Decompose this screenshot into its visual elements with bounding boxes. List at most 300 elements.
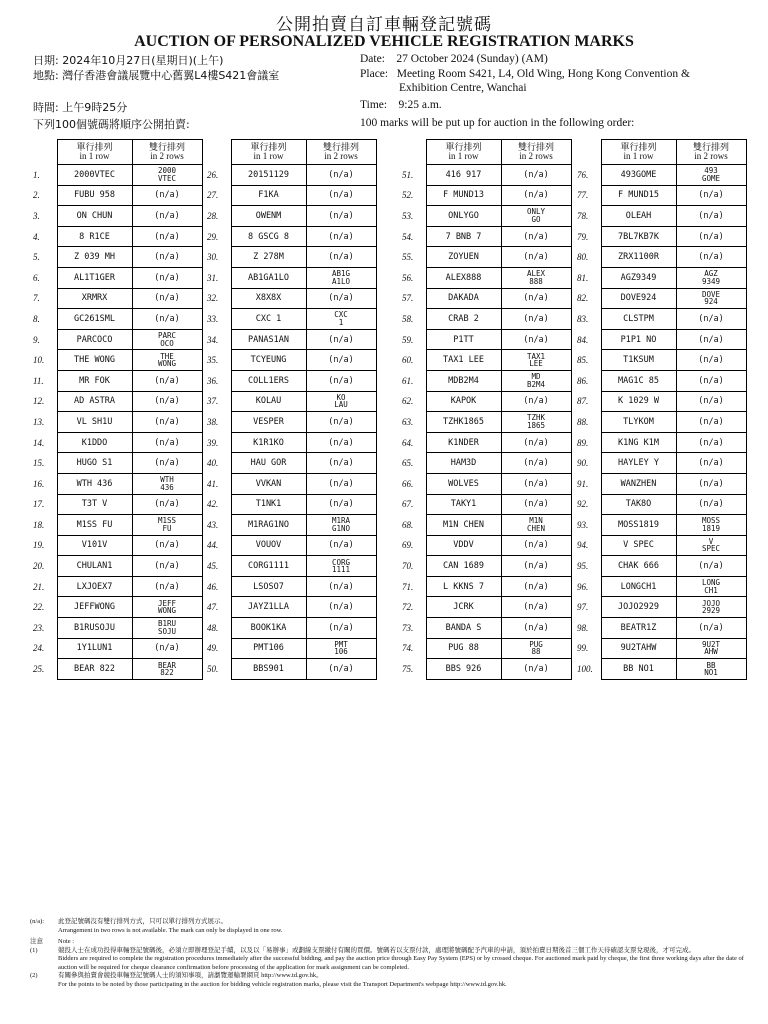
table-row: [577, 309, 746, 330]
mark-two-rows: (n/a): [132, 206, 202, 227]
mark-number: 2.: [33, 190, 40, 201]
note-2-tag: (2): [30, 972, 38, 979]
table-row: [577, 618, 746, 639]
table-row: [207, 576, 376, 597]
table-row: [577, 391, 746, 412]
table-row: [33, 432, 202, 453]
mark-two-rows: CXC 1: [306, 309, 376, 330]
mark-one-row: X8X8X: [231, 288, 306, 309]
mark-number: 73.: [402, 622, 414, 633]
mark-two-rows: (n/a): [306, 412, 376, 433]
note-2-chinese: 有關參與拍賣會競投車輛登記號碼人士的須知事項，請瀏覽運輸署網頁 http://www.td.gov.hk。: [58, 972, 323, 979]
date-chinese: 日期: 2024年10月27日(星期日)(上午): [33, 54, 224, 67]
mark-number: 11.: [33, 375, 44, 386]
header-two-rows: 雙行排列 in 2 rows: [501, 140, 571, 165]
table-row: [402, 618, 571, 639]
mark-two-rows: PMT 106: [306, 638, 376, 659]
header-one-row: 單行排列 in 1 row: [57, 140, 132, 165]
mark-number: 60.: [402, 355, 414, 366]
mark-number: 56.: [402, 272, 414, 283]
mark-two-rows: (n/a): [501, 556, 571, 577]
mark-two-rows: (n/a): [676, 453, 746, 474]
mark-one-row: CRAB 2: [426, 309, 501, 330]
table-row: [33, 350, 202, 371]
table-row: [577, 288, 746, 309]
page-title-english: AUCTION OF PERSONALIZED VEHICLE REGISTRATION MARKS: [134, 33, 634, 50]
mark-number: 44.: [207, 540, 219, 551]
mark-one-row: KOLAU: [231, 391, 306, 412]
mark-number: 84.: [577, 334, 589, 345]
mark-one-row: VDDV: [426, 535, 501, 556]
mark-number: 26.: [207, 169, 219, 180]
mark-two-rows: (n/a): [306, 618, 376, 639]
mark-two-rows: (n/a): [676, 556, 746, 577]
mark-one-row: LXJOEX7: [57, 576, 132, 597]
mark-number: 34.: [207, 334, 219, 345]
mark-two-rows: BEAR 822: [132, 659, 202, 680]
table-row: [207, 185, 376, 206]
mark-one-row: MR FOK: [57, 370, 132, 391]
mark-one-row: FUBU 958: [57, 185, 132, 206]
table-row: [33, 370, 202, 391]
table-row: [402, 659, 571, 680]
mark-one-row: K 1029 W: [601, 391, 676, 412]
mark-two-rows: (n/a): [501, 453, 571, 474]
mark-two-rows: (n/a): [132, 391, 202, 412]
mark-number: 72.: [402, 602, 414, 613]
mark-number: 48.: [207, 622, 219, 633]
mark-one-row: 2000VTEC: [57, 165, 132, 186]
mark-two-rows: (n/a): [501, 288, 571, 309]
table-row: [33, 185, 202, 206]
table-row: [577, 329, 746, 350]
mark-one-row: BBS 926: [426, 659, 501, 680]
table-row: [33, 494, 202, 515]
mark-two-rows: (n/a): [501, 535, 571, 556]
mark-number: 24.: [33, 643, 45, 654]
mark-number: 75.: [402, 664, 414, 675]
table-row: [33, 329, 202, 350]
mark-two-rows: (n/a): [306, 185, 376, 206]
mark-two-rows: (n/a): [676, 350, 746, 371]
table-row: [207, 556, 376, 577]
marks-table-2: [207, 139, 377, 680]
mark-two-rows: (n/a): [132, 412, 202, 433]
table-row: [577, 412, 746, 433]
header-one-row: 單行排列 in 1 row: [231, 140, 306, 165]
table-row: [577, 370, 746, 391]
mark-two-rows: (n/a): [306, 165, 376, 186]
mark-number: 3.: [33, 210, 40, 221]
table-row: [577, 576, 746, 597]
table-row: [402, 165, 571, 186]
mark-number: 15.: [33, 458, 45, 469]
mark-number: 43.: [207, 519, 219, 530]
table-row: [207, 267, 376, 288]
mark-two-rows: ONLY GO: [501, 206, 571, 227]
table-row: [577, 638, 746, 659]
mark-number: 83.: [577, 313, 589, 324]
mark-two-rows: 9U2T AHW: [676, 638, 746, 659]
mark-one-row: CXC 1: [231, 309, 306, 330]
na-tag: (n/a):: [30, 918, 45, 925]
mark-number: 93.: [577, 519, 589, 530]
mark-two-rows: JEFF WONG: [132, 597, 202, 618]
mark-two-rows: V SPEC: [676, 535, 746, 556]
mark-one-row: VVKAN: [231, 473, 306, 494]
mark-two-rows: AGZ 9349: [676, 267, 746, 288]
mark-number: 52.: [402, 190, 414, 201]
table-row: [207, 412, 376, 433]
mark-one-row: OWENM: [231, 206, 306, 227]
mark-number: 76.: [577, 169, 589, 180]
mark-two-rows: PUG 88: [501, 638, 571, 659]
mark-two-rows: (n/a): [132, 370, 202, 391]
mark-number: 28.: [207, 210, 219, 221]
mark-one-row: 9U2TAHW: [601, 638, 676, 659]
table-row: [207, 165, 376, 186]
mark-number: 96.: [577, 581, 589, 592]
mark-number: 100.: [577, 664, 593, 675]
mark-one-row: ALEX888: [426, 267, 501, 288]
mark-two-rows: (n/a): [676, 185, 746, 206]
table-row: [207, 494, 376, 515]
mark-two-rows: (n/a): [501, 309, 571, 330]
mark-two-rows: (n/a): [676, 247, 746, 268]
mark-one-row: GC261SML: [57, 309, 132, 330]
table-row: [207, 391, 376, 412]
mark-number: 8.: [33, 313, 40, 324]
table-row: [402, 576, 571, 597]
mark-one-row: ON CHUN: [57, 206, 132, 227]
mark-two-rows: (n/a): [676, 432, 746, 453]
mark-two-rows: TAX1 LEE: [501, 350, 571, 371]
table-row: [402, 638, 571, 659]
mark-two-rows: (n/a): [132, 535, 202, 556]
mark-one-row: VESPER: [231, 412, 306, 433]
mark-two-rows: JOJO 2929: [676, 597, 746, 618]
mark-number: 74.: [402, 643, 414, 654]
marks-table-4: [577, 139, 747, 680]
table-row: [577, 597, 746, 618]
table-row: [402, 370, 571, 391]
mark-one-row: BBS901: [231, 659, 306, 680]
table-row: [33, 638, 202, 659]
table-row: [207, 226, 376, 247]
table-row: [577, 473, 746, 494]
mark-one-row: TLYKOM: [601, 412, 676, 433]
table-row: [207, 432, 376, 453]
table-row: [33, 576, 202, 597]
mark-one-row: HUGO S1: [57, 453, 132, 474]
mark-one-row: ZOYUEN: [426, 247, 501, 268]
mark-number: 79.: [577, 231, 589, 242]
mark-one-row: Z 039 MH: [57, 247, 132, 268]
mark-one-row: THE WONG: [57, 350, 132, 371]
mark-one-row: M1RAG1NO: [231, 515, 306, 536]
mark-two-rows: (n/a): [132, 576, 202, 597]
mark-one-row: WOLVES: [426, 473, 501, 494]
mark-number: 69.: [402, 540, 414, 551]
mark-one-row: MDB2M4: [426, 370, 501, 391]
mark-one-row: PARCOCO: [57, 329, 132, 350]
table-row: [402, 515, 571, 536]
mark-one-row: M1N CHEN: [426, 515, 501, 536]
mark-number: 30.: [207, 252, 219, 263]
mark-one-row: ZRX1100R: [601, 247, 676, 268]
mark-one-row: 1Y1LUN1: [57, 638, 132, 659]
mark-two-rows: (n/a): [501, 432, 571, 453]
mark-two-rows: TZHK 1865: [501, 412, 571, 433]
table-row: [577, 494, 746, 515]
mark-one-row: 8 R1CE: [57, 226, 132, 247]
mark-two-rows: (n/a): [501, 597, 571, 618]
table-row: [402, 288, 571, 309]
mark-one-row: VOUOV: [231, 535, 306, 556]
mark-number: 66.: [402, 478, 414, 489]
mark-number: 10.: [33, 355, 45, 366]
mark-one-row: AB1GA1LO: [231, 267, 306, 288]
mark-two-rows: BB NO1: [676, 659, 746, 680]
table-row: [33, 453, 202, 474]
mark-number: 80.: [577, 252, 589, 263]
table-row: [207, 597, 376, 618]
mark-number: 6.: [33, 272, 40, 283]
table-row: [33, 288, 202, 309]
mark-two-rows: (n/a): [676, 494, 746, 515]
mark-two-rows: (n/a): [306, 370, 376, 391]
mark-number: 59.: [402, 334, 414, 345]
mark-two-rows: CORG 1111: [306, 556, 376, 577]
mark-two-rows: (n/a): [132, 309, 202, 330]
mark-one-row: LSOSO7: [231, 576, 306, 597]
mark-one-row: HAU GOR: [231, 453, 306, 474]
na-note-chinese: 此登記號碼沒有雙行排列方式，只可以單行排列方式展示。: [58, 918, 227, 925]
mark-one-row: B1RUSOJU: [57, 618, 132, 639]
mark-number: 99.: [577, 643, 589, 654]
mark-one-row: BANDA S: [426, 618, 501, 639]
mark-two-rows: ALEX 888: [501, 267, 571, 288]
mark-two-rows: WTH 436: [132, 473, 202, 494]
na-note-english: Arrangement in two rows is not available. The mark can only be displayed in one row.: [58, 926, 283, 934]
table-row: [33, 309, 202, 330]
mark-one-row: DAKADA: [426, 288, 501, 309]
mark-two-rows: (n/a): [306, 473, 376, 494]
table-row: [207, 288, 376, 309]
table-row: [402, 350, 571, 371]
mark-two-rows: (n/a): [132, 185, 202, 206]
mark-number: 42.: [207, 499, 219, 510]
mark-one-row: PANAS1AN: [231, 329, 306, 350]
mark-number: 37.: [207, 396, 219, 407]
table-row: [402, 535, 571, 556]
mark-two-rows: DOVE 924: [676, 288, 746, 309]
mark-number: 50.: [207, 664, 219, 675]
table-row: [577, 515, 746, 536]
mark-number: 88.: [577, 416, 589, 427]
mark-one-row: HAM3D: [426, 453, 501, 474]
table-row: [402, 185, 571, 206]
table-row: [207, 350, 376, 371]
mark-one-row: MAG1C 85: [601, 370, 676, 391]
mark-one-row: 7 BNB 7: [426, 226, 501, 247]
mark-one-row: WTH 436: [57, 473, 132, 494]
mark-number: 94.: [577, 540, 589, 551]
mark-one-row: HAYLEY Y: [601, 453, 676, 474]
mark-two-rows: (n/a): [676, 206, 746, 227]
mark-number: 55.: [402, 252, 414, 263]
mark-two-rows: (n/a): [132, 247, 202, 268]
mark-one-row: AGZ9349: [601, 267, 676, 288]
header-one-row: 單行排列 in 1 row: [601, 140, 676, 165]
mark-one-row: CAN 1689: [426, 556, 501, 577]
mark-two-rows: (n/a): [501, 576, 571, 597]
table-row: [207, 473, 376, 494]
mark-one-row: BOOK1KA: [231, 618, 306, 639]
mark-one-row: TAX1 LEE: [426, 350, 501, 371]
mark-number: 20.: [33, 561, 45, 572]
mark-two-rows: (n/a): [676, 226, 746, 247]
table-row: [33, 247, 202, 268]
table-row: [577, 350, 746, 371]
table-row: [402, 597, 571, 618]
table-row: [33, 267, 202, 288]
mark-two-rows: (n/a): [132, 432, 202, 453]
table-row: [207, 515, 376, 536]
mark-two-rows: (n/a): [501, 247, 571, 268]
mark-one-row: BEAR 822: [57, 659, 132, 680]
mark-one-row: VL SH1U: [57, 412, 132, 433]
mark-one-row: JCRK: [426, 597, 501, 618]
mark-two-rows: M1N CHEN: [501, 515, 571, 536]
table-row: [402, 432, 571, 453]
mark-number: 35.: [207, 355, 219, 366]
table-row: [402, 473, 571, 494]
marks-table-3: [402, 139, 572, 680]
table-row: [33, 206, 202, 227]
mark-two-rows: (n/a): [306, 432, 376, 453]
mark-number: 22.: [33, 602, 45, 613]
mark-two-rows: B1RU SOJU: [132, 618, 202, 639]
mark-number: 46.: [207, 581, 219, 592]
note-label-english: Note :: [58, 938, 75, 945]
mark-two-rows: (n/a): [306, 659, 376, 680]
mark-one-row: 8 GSCG 8: [231, 226, 306, 247]
mark-one-row: 7BL7KB7K: [601, 226, 676, 247]
mark-number: 23.: [33, 622, 45, 633]
mark-one-row: BEATR1Z: [601, 618, 676, 639]
table-row: [33, 515, 202, 536]
table-row: [577, 165, 746, 186]
mark-number: 7.: [33, 293, 40, 304]
mark-number: 17.: [33, 499, 45, 510]
mark-number: 12.: [33, 396, 45, 407]
mark-number: 27.: [207, 190, 219, 201]
note-1-english: Bidders are required to complete the registration procedures immediately after the successful bidding, and pay the auction price through Easy Pay System (EPS) or by crossed cheque. For auctioned mark paid by cheque, the first three working days after the date of auction will be required for cheque clearance confirmation before processing of the application for mark assignment can be completed.: [58, 955, 744, 971]
mark-two-rows: (n/a): [132, 638, 202, 659]
mark-one-row: V SPEC: [601, 535, 676, 556]
mark-two-rows: (n/a): [676, 412, 746, 433]
table-row: [402, 494, 571, 515]
mark-two-rows: AB1G A1LO: [306, 267, 376, 288]
mark-number: 18.: [33, 519, 45, 530]
table-row: [33, 597, 202, 618]
mark-two-rows: (n/a): [501, 329, 571, 350]
mark-one-row: BB NO1: [601, 659, 676, 680]
mark-number: 39.: [207, 437, 219, 448]
mark-number: 49.: [207, 643, 219, 654]
mark-number: 4.: [33, 231, 40, 242]
mark-one-row: K1NG K1M: [601, 432, 676, 453]
header-two-rows: 雙行排列 in 2 rows: [132, 140, 202, 165]
table-row: [207, 638, 376, 659]
mark-one-row: KAPOK: [426, 391, 501, 412]
mark-one-row: T3T V: [57, 494, 132, 515]
mark-number: 53.: [402, 210, 414, 221]
mark-one-row: TAKY1: [426, 494, 501, 515]
mark-two-rows: (n/a): [501, 185, 571, 206]
mark-one-row: TZHK1865: [426, 412, 501, 433]
intro-chinese: 下列100個號碼將順序公開拍賣:: [33, 118, 190, 131]
mark-two-rows: (n/a): [132, 453, 202, 474]
mark-two-rows: (n/a): [306, 597, 376, 618]
table-row: [33, 412, 202, 433]
table-row: [577, 267, 746, 288]
table-row: [207, 309, 376, 330]
mark-two-rows: (n/a): [501, 494, 571, 515]
note-2-english: For the points to be noted by those participating in the auction for bidding vehicle registration marks, please visit the Transport Department's webpage http://www.td.gov.hk.: [58, 980, 507, 988]
mark-number: 92.: [577, 499, 589, 510]
mark-number: 67.: [402, 499, 414, 510]
mark-number: 58.: [402, 313, 414, 324]
table-row: [33, 226, 202, 247]
table-row: [577, 556, 746, 577]
table-row: [577, 185, 746, 206]
table-row: [577, 226, 746, 247]
table-row: [402, 247, 571, 268]
mark-two-rows: (n/a): [676, 370, 746, 391]
mark-number: 61.: [402, 375, 414, 386]
mark-one-row: AD ASTRA: [57, 391, 132, 412]
mark-one-row: DOVE924: [601, 288, 676, 309]
table-row: [402, 412, 571, 433]
table-row: [33, 165, 202, 186]
mark-number: 87.: [577, 396, 589, 407]
mark-number: 13.: [33, 416, 45, 427]
mark-one-row: XRMRX: [57, 288, 132, 309]
mark-one-row: P1TT: [426, 329, 501, 350]
notes-section: [30, 918, 750, 989]
mark-one-row: TCYEUNG: [231, 350, 306, 371]
place-english: Place: Meeting Room S421, L4, Old Wing, Hong Kong Convention &: [360, 68, 690, 80]
mark-two-rows: PARC OCO: [132, 329, 202, 350]
mark-one-row: CLSTPM: [601, 309, 676, 330]
place-english-line2: Exhibition Centre, Wanchai: [399, 82, 527, 94]
mark-number: 45.: [207, 561, 219, 572]
mark-one-row: K1NDER: [426, 432, 501, 453]
mark-number: 82.: [577, 293, 589, 304]
mark-number: 29.: [207, 231, 219, 242]
mark-number: 31.: [207, 272, 219, 283]
table-row: [577, 535, 746, 556]
mark-one-row: CHULAN1: [57, 556, 132, 577]
mark-number: 89.: [577, 437, 589, 448]
intro-english: 100 marks will be put up for auction in the following order:: [360, 117, 635, 129]
mark-two-rows: (n/a): [132, 267, 202, 288]
mark-number: 36.: [207, 375, 219, 386]
mark-one-row: K1R1KO: [231, 432, 306, 453]
mark-number: 9.: [33, 334, 40, 345]
